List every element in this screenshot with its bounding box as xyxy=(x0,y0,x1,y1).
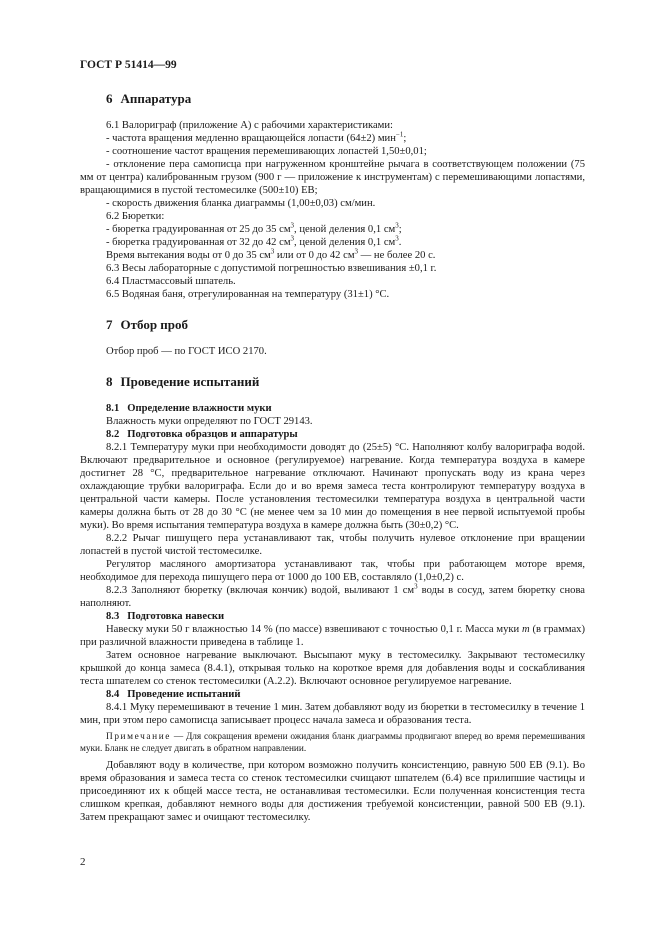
section-number: 8 xyxy=(106,374,113,389)
document-id: ГОСТ Р 51414—99 xyxy=(80,59,177,71)
section-8-heading xyxy=(80,374,585,390)
clause-6-1: 6.1 Валориграф (приложение А) с рабочими характеристиками: xyxy=(106,120,393,131)
document-body xyxy=(80,91,585,824)
paragraph: Затем основное нагревание выключают. Высыпают муку в тестомесилку. Закрывают тестомесилку крышкой до конца замеса (8.4.1), открывая только на короткое время для добавления воды и соскабливания теста шпателем со стенок тестомесилки (А.2.2). Включают основное регулируемое нагревание. xyxy=(80,650,585,687)
list-item: - частота вращения медленно вращающейся лопасти (64±2) мин$^{-1}$; xyxy=(106,130,407,144)
page-number: 2 xyxy=(80,856,86,868)
list-item: - соотношение частот вращения перемешивающих лопастей 1,50±0,01; xyxy=(106,146,427,157)
clause-6-5: 6.5 Водяная баня, отрегулированная на температуру (31±1) °С. xyxy=(106,289,390,300)
clause-8-2-2: 8.2.2 Рычаг пишущего пера устанавливают так, чтобы получить нулевое отклонение при вращении лопастей в пустой чистой тестомесилке. xyxy=(80,533,585,557)
paragraph: Добавляют воду в количестве, при котором возможно получить консистенцию, равную 500 ЕВ (9.1). Во время образования и замеса теста со стенок тестомесилки счищают шпателем (6.4) все прилипшие частицы и присоединяют их к общей массе теста, не останавливая тестомесилки. Если полученная консистенция теста слишком крепкая, добавляют немного воды для достижения требуемой консистенции, равной 500 ЕВ (9.1). Затем прекращают замес и очищают тестомесилку. xyxy=(80,760,585,823)
clause-8-2-1: 8.2.1 Температуру муки при необходимости доводят до (25±5) °С. Наполняют колбу валориграфа водой. Включают предварительное и основное (регулируемое) нагревание. Когда температура воздуха в камере достигнет 28 °С, предварительное нагревание отключают. Начинают пропускать воду из крана через охлаждающие трубки валориграфа. Если до и во время замеса теста контролируют температуру воздуха в центральной части камеры. После установления тестомесилки температура воздуха в центральной части камеры должна быть от 28 до 30 °С (не менее чем за 10 мин до помещения в нее первой испытуемой пробы муки). Во время испытания температура воздуха в камере должна быть (30±0,2) °С. xyxy=(80,442,585,531)
section-title: Отбор проб xyxy=(120,317,189,332)
subsection-8-3-heading: 8.3 Подготовка навески xyxy=(106,611,225,622)
clause-6-3: 6.3 Весы лабораторные с допустимой погрешностью взвешивания ±0,1 г. xyxy=(106,263,437,274)
clause-8-2-3: 8.2.3 Заполняют бюретку (включая кончик) водой, выливают 1 $см^3$ воды в сосуд, затем бюретку снова наполняют. xyxy=(80,582,586,609)
list-item: - бюретка градуированная от 32 до 42 $см^3$, ценой деления 0,1 $см^3$. xyxy=(106,234,402,248)
subsection-8-1-heading: 8.1 Определение влажности муки xyxy=(106,403,272,414)
list-item: - отклонение пера самописца при нагруженном кронштейне рычага в соответствующем положении (75 мм от центра) калиброванным грузом (900 г — приложение к инструментам) с перемешивающими лопастями, вращающимися в пустой тестомесилке (500±10) ЕВ; xyxy=(80,159,585,196)
note-label: Примечание xyxy=(106,732,171,742)
clause-6-2: 6.2 Бюретки: xyxy=(106,211,165,222)
paragraph: Время вытекания воды от 0 до 35 $см^3$ или от 0 до 42 $см^3$ — не более 20 с. xyxy=(106,247,436,261)
clause-6-4: 6.4 Пластмассовый шпатель. xyxy=(106,276,236,287)
paragraph: Регулятор масляного амортизатора устанавливают так, чтобы при работающем моторе время, необходимое для перехода пишущего пера от 1000 до 100 ЕВ, составляло (1,0±0,2) с. xyxy=(80,559,585,583)
subsection-8-4-heading: 8.4 Проведение испытаний xyxy=(106,689,241,700)
paragraph: Навеску муки 50 г влажностью 14 % (по массе) взвешивают с точностью 0,1 г. Масса муки m (в граммах) при различной влажности приведена в таблице 1. xyxy=(80,624,585,648)
section-7-heading xyxy=(80,317,585,333)
note: Примечание — Для сокращения времени ожидания бланк диаграммы продвигают вперед во время перемешивания муки. Бланк не следует двигать в обратном направлении. xyxy=(80,732,585,754)
list-item: - скорость движения бланка диаграммы (1,00±0,03) см/мин. xyxy=(106,198,376,209)
subsection-8-2-heading: 8.2 Подготовка образцов и аппаратуры xyxy=(106,429,298,440)
section-6-heading xyxy=(80,91,585,107)
section-number: 6 xyxy=(106,91,113,106)
paragraph: Влажность муки определяют по ГОСТ 29143. xyxy=(106,416,313,427)
clause-8-4-1: 8.4.1 Муку перемешивают в течение 1 мин. Затем добавляют воду из бюретки в тестомесилку в течение 1 мин, при этом перо самописца записывает процесс начала замеса и образования теста. xyxy=(80,702,585,726)
list-item: - бюретка градуированная от 25 до 35 $см^3$, ценой деления 0,1 $см^3$; xyxy=(106,221,402,235)
section-title: Аппаратура xyxy=(120,91,192,106)
paragraph: Отбор проб — по ГОСТ ИСО 2170. xyxy=(106,346,267,357)
section-number: 7 xyxy=(106,317,113,332)
section-title: Проведение испытаний xyxy=(120,374,260,389)
